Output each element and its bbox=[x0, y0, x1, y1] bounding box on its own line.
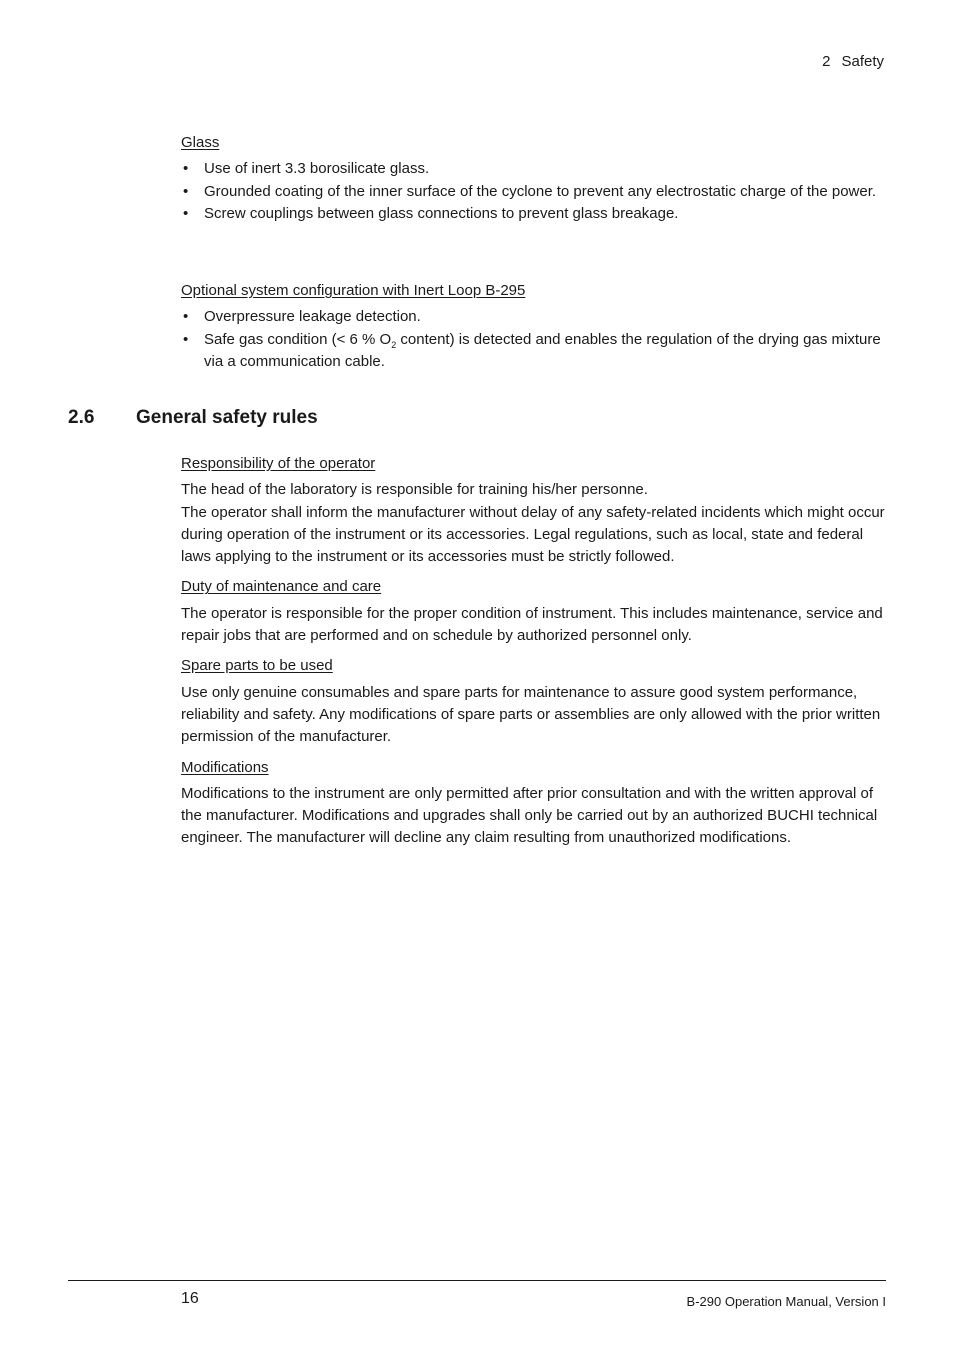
safe-gas-text-end: content) is detected and enables the regulation of the drying gas mixture via a communication cable. bbox=[204, 330, 881, 370]
oxygen-subscript: 2 bbox=[391, 339, 397, 350]
optional-config-list bbox=[181, 306, 886, 373]
glass-block bbox=[181, 132, 886, 225]
optional-config-heading: Optional system configuration with Inert Loop B-295 bbox=[181, 282, 526, 299]
list-item: • Overpressure leakage detection. bbox=[181, 306, 886, 328]
section-heading bbox=[68, 406, 318, 430]
section-number: 2.6 bbox=[68, 407, 95, 428]
optional-config-block bbox=[181, 280, 886, 373]
list-item: • Screw couplings between glass connections to prevent glass breakage. bbox=[181, 203, 886, 225]
maintenance-text: The operator is responsible for the proper condition of instrument. This includes maintenance, service and repair jobs that are performed and on schedule by authorized personnel only. bbox=[181, 604, 883, 645]
list-item bbox=[181, 329, 886, 374]
list-item: • Use of inert 3.3 borosilicate glass. bbox=[181, 158, 886, 180]
responsibility-heading: Responsibility of the operator bbox=[181, 455, 376, 472]
responsibility-line-2: The operator shall inform the manufacturer without delay of any safety-related incidents which might occur during operation of the instrument or its accessories. Legal regulations, such as local, state and federal laws applying to the instrument or its accessories must be strictly followed. bbox=[181, 503, 885, 566]
chapter-number: 2 bbox=[822, 53, 831, 70]
glass-list bbox=[181, 158, 886, 225]
spare-parts-heading: Spare parts to be used bbox=[181, 657, 333, 675]
modifications-heading: Modifications bbox=[181, 758, 269, 776]
list-item: • Grounded coating of the inner surface of the cyclone to prevent any electrostatic charge of the power. bbox=[181, 181, 886, 203]
modifications-text: Modifications to the instrument are only permitted after prior consultation and with the written approval of the manufacturer. Modifications and upgrades shall only be carried out by an authorized BUCHI technical engineer. The manufacturer will decline any claim resulting from unauthorized modifications. bbox=[181, 784, 878, 847]
safety-rules-body bbox=[181, 453, 886, 850]
page-number: 16 bbox=[181, 1290, 199, 1307]
responsibility-line-1: The head of the laboratory is responsible for training his/her personne. bbox=[181, 481, 648, 499]
maintenance-heading: Duty of maintenance and care bbox=[181, 578, 382, 596]
running-header bbox=[822, 52, 884, 72]
manual-title: B-290 Operation Manual, Version I bbox=[686, 1294, 886, 1309]
glass-heading: Glass bbox=[181, 134, 220, 151]
footer-rule bbox=[68, 1280, 886, 1281]
spare-parts-text: Use only genuine consumables and spare parts for maintenance to assure good system performance, reliability and safety. Any modifications of spare parts or assemblies are only allowed with the prior written permission of the manufacturer. bbox=[181, 683, 881, 746]
chapter-title: Safety bbox=[841, 53, 884, 70]
section-title: General safety rules bbox=[136, 407, 318, 428]
safe-gas-text-start: Safe gas condition (< 6 % O bbox=[204, 330, 392, 348]
